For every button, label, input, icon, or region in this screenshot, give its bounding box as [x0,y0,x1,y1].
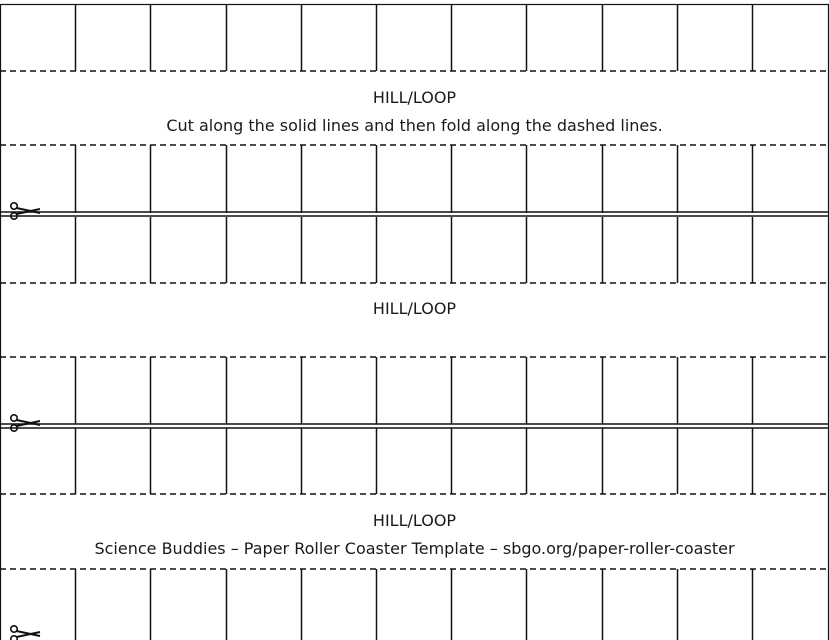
strip-1-instructions: Cut along the solid lines and then fold along the dashed lines. [166,116,663,135]
strip-3-credit: Science Buddies – Paper Roller Coaster Template – sbgo.org/paper-roller-coaster [94,539,735,558]
strip-1-title: HILL/LOOP [372,88,457,107]
scissors-icon [11,626,40,640]
scissors-icon [11,203,40,219]
strip-3-title: HILL/LOOP [372,511,457,530]
scissors-icon [11,415,40,431]
strip-2-title: HILL/LOOP [372,299,457,318]
